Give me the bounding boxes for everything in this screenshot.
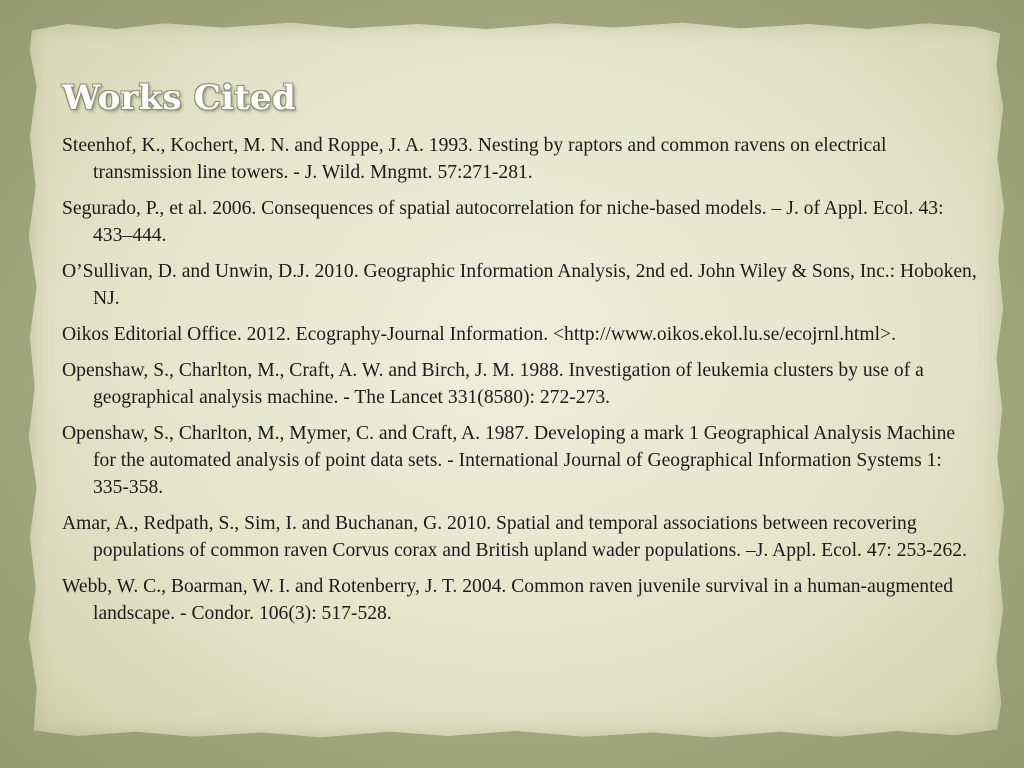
reference-item: Openshaw, S., Charlton, M., Craft, A. W. and Birch, J. M. 1988. Investigation of leukemia clusters by use of a geographical analysis machine. - The Lancet 331(8580): 272-273.: [62, 360, 924, 408]
reference-item: Oikos Editorial Office. 2012. Ecography-Journal Information. <http://www.oikos.ekol.lu.se/ecojrnl.html>.: [62, 324, 896, 345]
reference-item: O’Sullivan, D. and Unwin, D.J. 2010. Geographic Information Analysis, 2nd ed. John Wiley & Sons, Inc.: Hoboken, NJ.: [62, 261, 977, 309]
reference-item: Segurado, P., et al. 2006. Consequences of spatial autocorrelation for niche-based models. – J. of Appl. Ecol. 43: 433–444.: [62, 198, 944, 246]
reference-item: Webb, W. C., Boarman, W. I. and Rotenberry, J. T. 2004. Common raven juvenile survival in a human-augmented landscape. - Condor. 106(3): 517-528.: [62, 576, 954, 624]
reference-item: Steenhof, K., Kochert, M. N. and Roppe, J. A. 1993. Nesting by raptors and common ravens on electrical transmission line towers. - J. Wild. Mngmt. 57:271-281.: [62, 135, 887, 183]
slide-title: Works Cited: [62, 78, 296, 118]
reference-item: Openshaw, S., Charlton, M., Mymer, C. and Craft, A. 1987. Developing a mark 1 Geographical Analysis Machine for the automated analysis of point data sets. - International Journal of Geographical Information Systems 1: 335-358.: [62, 423, 956, 498]
reference-item: Amar, A., Redpath, S., Sim, I. and Buchanan, G. 2010. Spatial and temporal associations between recovering populations of common raven Corvus corax and British upland wader populations. –J. Appl. Ecol. 47: 253-262.: [62, 513, 967, 561]
references-list: [62, 132, 977, 636]
